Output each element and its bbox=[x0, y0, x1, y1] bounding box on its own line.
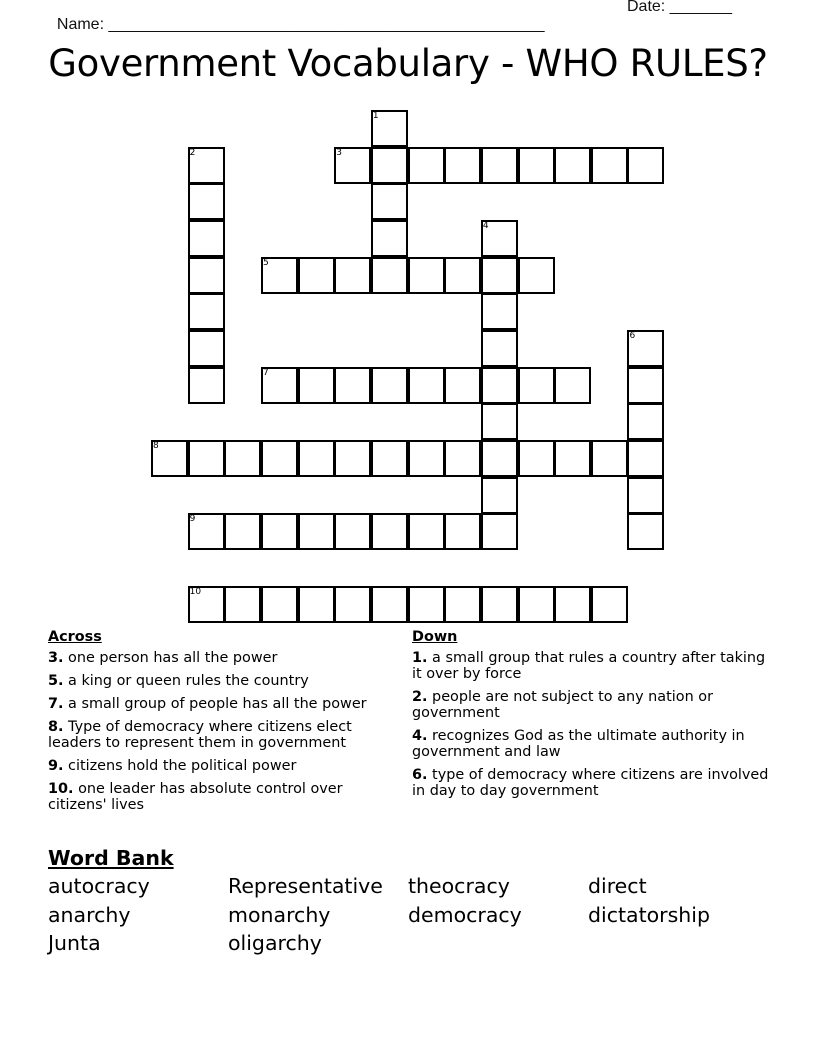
grid-cell[interactable] bbox=[481, 403, 518, 440]
word-bank-item: anarchy bbox=[48, 903, 131, 927]
grid-cell[interactable] bbox=[371, 257, 408, 294]
clue-number: 8. bbox=[48, 719, 64, 735]
grid-cell[interactable] bbox=[188, 257, 225, 294]
grid-cell[interactable] bbox=[408, 147, 445, 184]
grid-cell[interactable] bbox=[188, 367, 225, 404]
grid-cell[interactable] bbox=[371, 147, 408, 184]
grid-cell[interactable] bbox=[408, 367, 445, 404]
clue-number: 7. bbox=[48, 696, 64, 712]
grid-cell[interactable] bbox=[371, 367, 408, 404]
grid-cell[interactable] bbox=[554, 586, 591, 623]
grid-cell[interactable] bbox=[408, 586, 445, 623]
grid-cell[interactable] bbox=[627, 440, 664, 477]
grid-cell[interactable] bbox=[481, 293, 518, 330]
word-bank-item: direct bbox=[588, 874, 647, 898]
clue-number: 1. bbox=[412, 650, 428, 666]
word-bank bbox=[48, 844, 768, 962]
word-bank-title: Word Bank bbox=[48, 846, 174, 870]
clue-text: one leader has absolute control over citizens' lives bbox=[48, 781, 343, 813]
clue-number-label: 1 bbox=[372, 111, 379, 121]
grid-cell[interactable] bbox=[518, 440, 555, 477]
grid-cell[interactable] bbox=[334, 440, 371, 477]
clue-number: 2. bbox=[412, 689, 428, 705]
grid-cell[interactable] bbox=[627, 477, 664, 514]
clue-text: a small group that rules a country after taking it over by force bbox=[412, 650, 766, 682]
grid-cell[interactable] bbox=[261, 586, 298, 623]
clue-number-label: 10 bbox=[189, 587, 202, 598]
grid-cell[interactable] bbox=[188, 330, 225, 367]
grid-cell[interactable] bbox=[371, 440, 408, 477]
grid-cell[interactable] bbox=[627, 403, 664, 440]
clue-down-2 bbox=[412, 689, 772, 721]
grid-cell[interactable] bbox=[334, 586, 371, 623]
grid-cell[interactable] bbox=[444, 147, 481, 184]
grid-cell[interactable] bbox=[481, 367, 518, 404]
grid-cell[interactable] bbox=[261, 440, 298, 477]
name-field[interactable]: Name: _________________________________________________ bbox=[56, 16, 545, 33]
word-bank-item: dictatorship bbox=[588, 903, 710, 927]
clue-number: 6. bbox=[412, 767, 428, 783]
grid-cell[interactable] bbox=[371, 513, 408, 550]
clue-number-label: 6 bbox=[629, 330, 636, 341]
grid-cell[interactable] bbox=[481, 330, 518, 367]
clue-text: one person has all the power bbox=[63, 650, 278, 666]
clue-text: citizens hold the political power bbox=[63, 758, 297, 774]
grid-cell[interactable] bbox=[591, 147, 628, 184]
clue-across-10 bbox=[48, 781, 398, 813]
clue-number-label: 3 bbox=[336, 147, 342, 158]
clue-text: Type of democracy where citizens elect leaders to represent them in government bbox=[48, 719, 352, 751]
clue-across-8 bbox=[48, 719, 398, 751]
grid-cell[interactable] bbox=[224, 440, 261, 477]
word-bank-item: Junta bbox=[48, 931, 101, 955]
clue-number-label: 8 bbox=[153, 440, 159, 451]
clue-number-label: 9 bbox=[189, 514, 196, 525]
clue-across-3 bbox=[48, 650, 398, 666]
grid-cell[interactable] bbox=[627, 513, 664, 550]
clue-number: 4. bbox=[412, 728, 428, 744]
grid-cell[interactable] bbox=[371, 220, 408, 257]
across-heading: Across bbox=[48, 629, 102, 645]
grid-cell[interactable] bbox=[518, 147, 555, 184]
grid-cell[interactable] bbox=[481, 513, 518, 550]
grid-cell[interactable] bbox=[334, 367, 371, 404]
grid-cell[interactable] bbox=[188, 293, 225, 330]
clue-number-label: 4 bbox=[482, 220, 489, 231]
grid-cell[interactable] bbox=[334, 513, 371, 550]
grid-cell[interactable] bbox=[298, 257, 335, 294]
word-bank-item: Representative bbox=[228, 874, 383, 898]
clue-number: 3. bbox=[48, 650, 64, 666]
clue-text: a king or queen rules the country bbox=[63, 673, 309, 689]
word-bank-item: democracy bbox=[408, 903, 522, 927]
grid-cell[interactable] bbox=[554, 440, 591, 477]
word-bank-item: theocracy bbox=[408, 874, 510, 898]
grid-cell[interactable] bbox=[298, 440, 335, 477]
grid-cell[interactable] bbox=[591, 586, 628, 623]
clue-number: 5. bbox=[48, 673, 64, 689]
clue-number-label: 7 bbox=[262, 367, 269, 378]
word-bank-list bbox=[48, 872, 768, 962]
grid-cell[interactable] bbox=[298, 586, 335, 623]
grid-cell[interactable] bbox=[298, 367, 335, 404]
grid-cell[interactable] bbox=[481, 147, 518, 184]
grid-cell[interactable] bbox=[261, 513, 298, 550]
word-bank-item: oligarchy bbox=[228, 931, 322, 955]
grid-cell[interactable] bbox=[188, 220, 225, 257]
clue-across-5 bbox=[48, 673, 398, 689]
across-clues bbox=[48, 629, 398, 820]
grid-cell[interactable] bbox=[481, 257, 518, 294]
clue-text: people are not subject to any nation or government bbox=[412, 689, 713, 721]
grid-cell[interactable] bbox=[334, 257, 371, 294]
clue-text: type of democracy where citizens are involved in day to day government bbox=[412, 767, 769, 799]
clue-down-1 bbox=[412, 650, 772, 682]
grid-cell[interactable] bbox=[481, 440, 518, 477]
grid-cell[interactable] bbox=[518, 586, 555, 623]
grid-cell[interactable] bbox=[224, 586, 261, 623]
word-bank-item: monarchy bbox=[228, 903, 331, 927]
grid-cell[interactable] bbox=[444, 586, 481, 623]
clue-number: 9. bbox=[48, 758, 64, 774]
grid-cell[interactable] bbox=[627, 367, 664, 404]
grid-cell[interactable] bbox=[554, 367, 591, 404]
grid-cell[interactable] bbox=[298, 513, 335, 550]
down-clues bbox=[412, 629, 772, 806]
grid-cell[interactable] bbox=[188, 183, 225, 220]
date-field[interactable]: Date: _______ bbox=[627, 0, 732, 15]
grid-cell[interactable] bbox=[444, 367, 481, 404]
clue-across-7 bbox=[48, 696, 398, 712]
grid-cell[interactable] bbox=[444, 257, 481, 294]
clue-number-label: 2 bbox=[189, 147, 196, 158]
grid-cell[interactable] bbox=[408, 440, 445, 477]
grid-cell[interactable] bbox=[371, 586, 408, 623]
grid-cell[interactable] bbox=[518, 257, 555, 294]
clue-number-label: 5 bbox=[262, 257, 269, 268]
grid-cell[interactable] bbox=[444, 513, 481, 550]
grid-cell[interactable] bbox=[188, 440, 225, 477]
grid-cell[interactable] bbox=[444, 440, 481, 477]
down-heading: Down bbox=[412, 629, 458, 645]
clue-number: 10. bbox=[48, 781, 74, 797]
page-title: Government Vocabulary - WHO RULES? bbox=[48, 42, 768, 85]
grid-cell[interactable] bbox=[627, 147, 664, 184]
clue-text: a small group of people has all the power bbox=[63, 696, 367, 712]
word-bank-item: autocracy bbox=[48, 874, 150, 898]
grid-cell[interactable] bbox=[371, 183, 408, 220]
grid-cell[interactable] bbox=[591, 440, 628, 477]
clue-text: recognizes God as the ultimate authority in government and law bbox=[412, 728, 745, 760]
grid-cell[interactable] bbox=[554, 147, 591, 184]
clue-across-9 bbox=[48, 758, 398, 774]
clue-down-6 bbox=[412, 767, 772, 799]
grid-cell[interactable] bbox=[481, 477, 518, 514]
grid-cell[interactable] bbox=[518, 367, 555, 404]
grid-cell[interactable] bbox=[408, 513, 445, 550]
clue-down-4 bbox=[412, 728, 772, 760]
grid-cell[interactable] bbox=[408, 257, 445, 294]
grid-cell[interactable] bbox=[481, 586, 518, 623]
grid-cell[interactable] bbox=[224, 513, 261, 550]
